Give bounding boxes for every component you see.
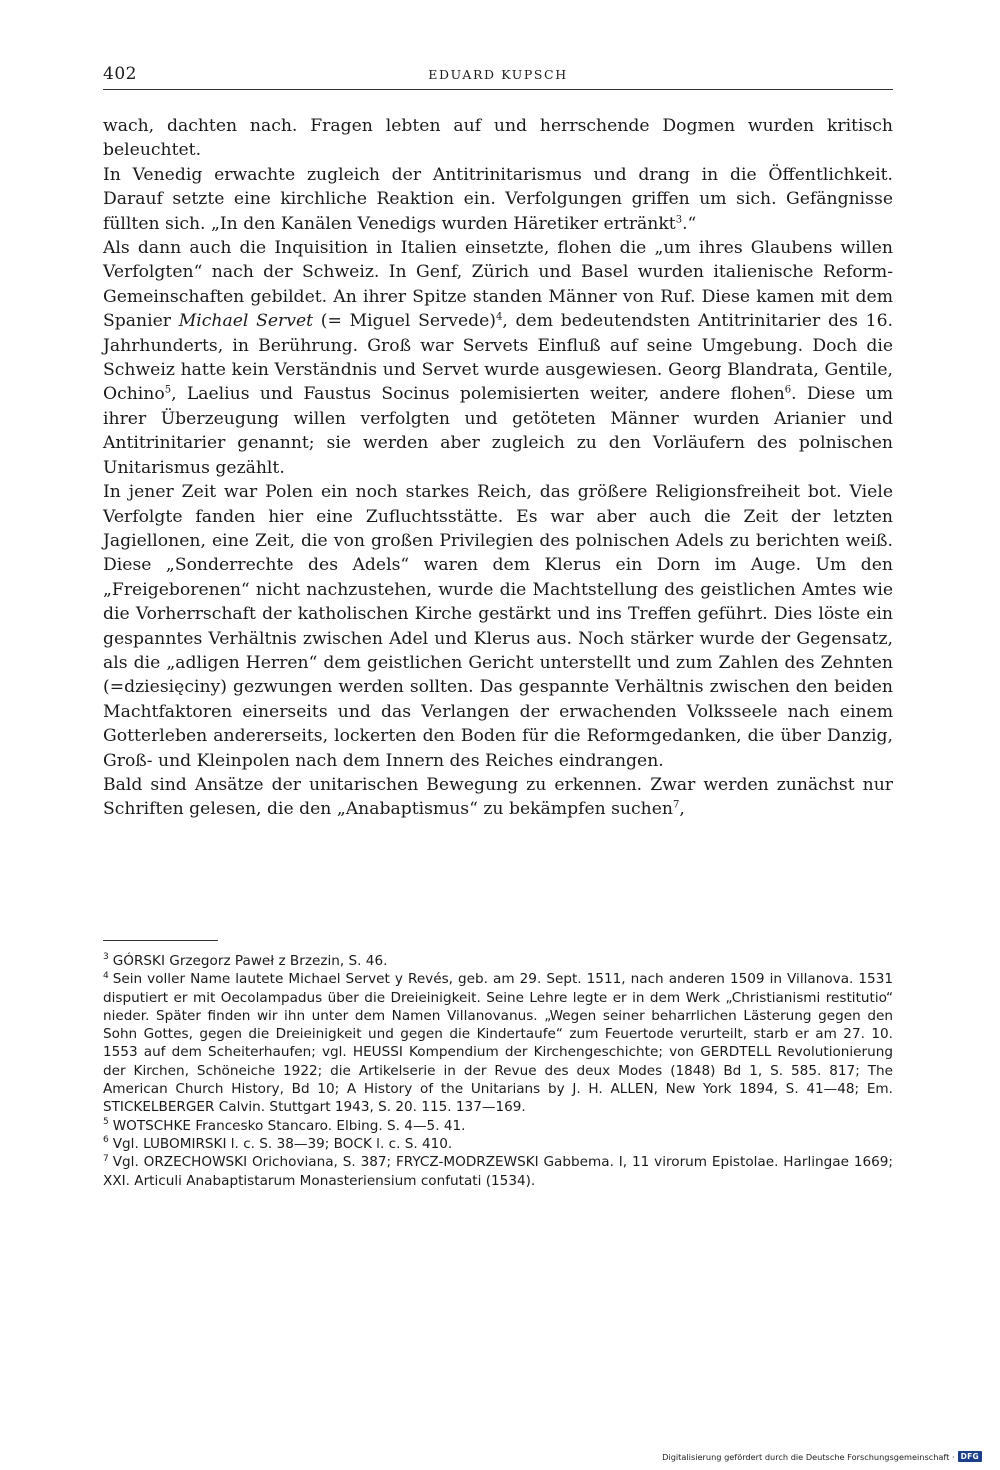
footnote-ref[interactable]: 5	[164, 384, 172, 396]
footnote: $^7$ Vgl. ORZECHOWSKI Orichoviana, S. 387; FRYCZ-MODRZEWSKI Gabbema. I, 11 virorum Epistolae. Harlingae 1669; XXI. Articuli Anabaptistarum Monasteriensium confutati (1534).	[103, 1153, 893, 1189]
paragraph: wach, dachten nach. Fragen lebten auf und herrschende Dogmen wurden kritisch beleuchtet.	[103, 116, 893, 161]
footnote-mark: 6	[103, 1135, 109, 1146]
footnote-ref[interactable]: 3	[675, 213, 683, 225]
page-number: 402	[103, 64, 137, 84]
header-rule	[103, 89, 893, 90]
footnote-mark: 3	[103, 952, 109, 963]
body-text	[103, 114, 893, 822]
footnote: $^4$ Sein voller Name lautete Michael Servet y Revés, geb. am 29. Sept. 1511, nach anderen 1509 in Villanova. 1531 disputiert er mit Oecolampadus über die Dreieinigkeit. Seine Lehre legte er in dem Werk „Christianismi restitutio“ nieder. Später finden wir ihn unter dem Namen Villanovanus. „Wegen seiner beharrlichen Lästerung gegen den Sohn Gottes, gegen die Dreieinigkeit und gegen die Kindertaufe“ zum Feuertode verurteilt, starb er am 27. 10. 1553 auf dem Scheiterhaufen; vgl. HEUSSI Kompendium der Kirchengeschichte; von GERDTELL Revolutionierung der Kirchen, Schöneiche 1922; die Artikelserie in der Revue des deux Modes (1848) Bd 1, S. 585. 817; The American Church History, Bd 10; A History of the Unitarians by J. H. ALLEN, New York 1894, S. 41—48; Em. STICKELBERGER Calvin. Stuttgart 1943, S. 20. 115. 137—169.	[103, 970, 893, 1116]
digitization-credit	[662, 1451, 982, 1462]
footnote: $^5$ WOTSCHKE Francesko Stancaro. Elbing. S. 4—5. 41.	[103, 1117, 466, 1134]
paragraph: In Venedig erwachte zugleich der Antitrinitarismus und drang in die Öffentlichkeit. Darauf setzte eine kirchliche Reaktion ein. Verfolgungen griffen um sich. Gefängnisse füllten sich. „In den Kanälen Venedigs wurden Häretiker ertränkt$^3$.“	[103, 164, 893, 234]
footnote-mark: 4	[103, 970, 109, 981]
footnote-mark: 7	[103, 1153, 109, 1164]
footnote-ref[interactable]: 7	[673, 799, 680, 811]
footnotes	[103, 952, 893, 1190]
footnote-rule	[103, 940, 218, 941]
footnote-ref[interactable]: 4	[496, 311, 503, 323]
italic-name: Michael Servet	[178, 311, 314, 332]
footnote: $^3$ GÓRSKI Grzegorz Paweł z Brzezin, S. 46.	[103, 952, 388, 969]
footnote: $^6$ Vgl. LUBOMIRSKI l. c. S. 38—39; BOCK l. c. S. 410.	[103, 1135, 453, 1152]
dfg-logo-icon: DFG	[958, 1451, 982, 1462]
credit-text: Digitalisierung gefördert durch die Deutsche Forschungsgemeinschaft ·	[662, 1451, 955, 1462]
running-title: EDUARD KUPSCH	[428, 67, 568, 82]
footnote-ref[interactable]: 6	[784, 384, 792, 396]
paragraph: Als dann auch die Inquisition in Italien einsetzte, flohen die „um ihres Glaubens willen Verfolgten“ nach der Schweiz. In Genf, Zürich und Basel wurden italienische Reform-Gemeinschaften gebildet. An ihrer Spitze standen Männer von Ruf. Diese kamen mit dem Spanier Michael Servet (= Miguel Servede)$^4$, dem bedeutendsten Antitrinitarier des 16. Jahrhunderts, in Berührung. Groß war Servets Einfluß auf seine Umgebung. Doch die Schweiz hatte kein Verständnis und Servet wurde ausgewiesen. Georg Blandrata, Gentile, Ochino$^5$, Laelius und Faustus Socinus polemisierten weiter, andere flohen$^6$. Diese um ihrer Überzeugung willen verfolgten und getöteten Männer wurden Arianier und Antitrinitarier genannt; sie werden aber zugleich zu den Vorläufern des polnischen Unitarismus gezählt.	[103, 238, 893, 478]
paragraph: Bald sind Ansätze der unitarischen Bewegung zu erkennen. Zwar werden zunächst nur Schriften gelesen, die den „Anabaptismus“ zu bekämpfen suchen$^7$,	[103, 774, 893, 820]
footnote-mark: 5	[103, 1117, 109, 1128]
paragraph: In jener Zeit war Polen ein noch starkes Reich, das größere Religionsfreiheit bot. Viele Verfolgte fanden hier eine Zufluchtsstätte. Es war aber auch die Zeit der letzten Jagiellonen, eine Zeit, die von großen Privilegien des polnischen Adels zu berichten weiß. Diese „Sonderrechte des Adels“ waren dem Klerus ein Dorn im Auge. Um den „Freigeborenen“ nicht nachzustehen, wurde die Machtstellung des geistlichen Amtes wie die Vorherrschaft der katholischen Kirche gestärkt und ins Treffen geführt. Dies löste ein gespanntes Verhältnis zwischen Adel und Klerus aus. Noch stärker wurde der Gegensatz, als die „adligen Herren“ dem geistlichen Gericht unterstellt und zum Zahlen des Zehnten (=dziesięciny) gezwungen werden sollten. Das gespannte Verhältnis zwischen den beiden Machtfaktoren einerseits und das Verlangen der erwachenden Volksseele nach einem Gotterleben andererseits, lockerten den Boden für die Reformgedanken, die über Danzig, Groß- und Kleinpolen nach dem Innern des Reiches eindrangen.	[103, 482, 893, 771]
